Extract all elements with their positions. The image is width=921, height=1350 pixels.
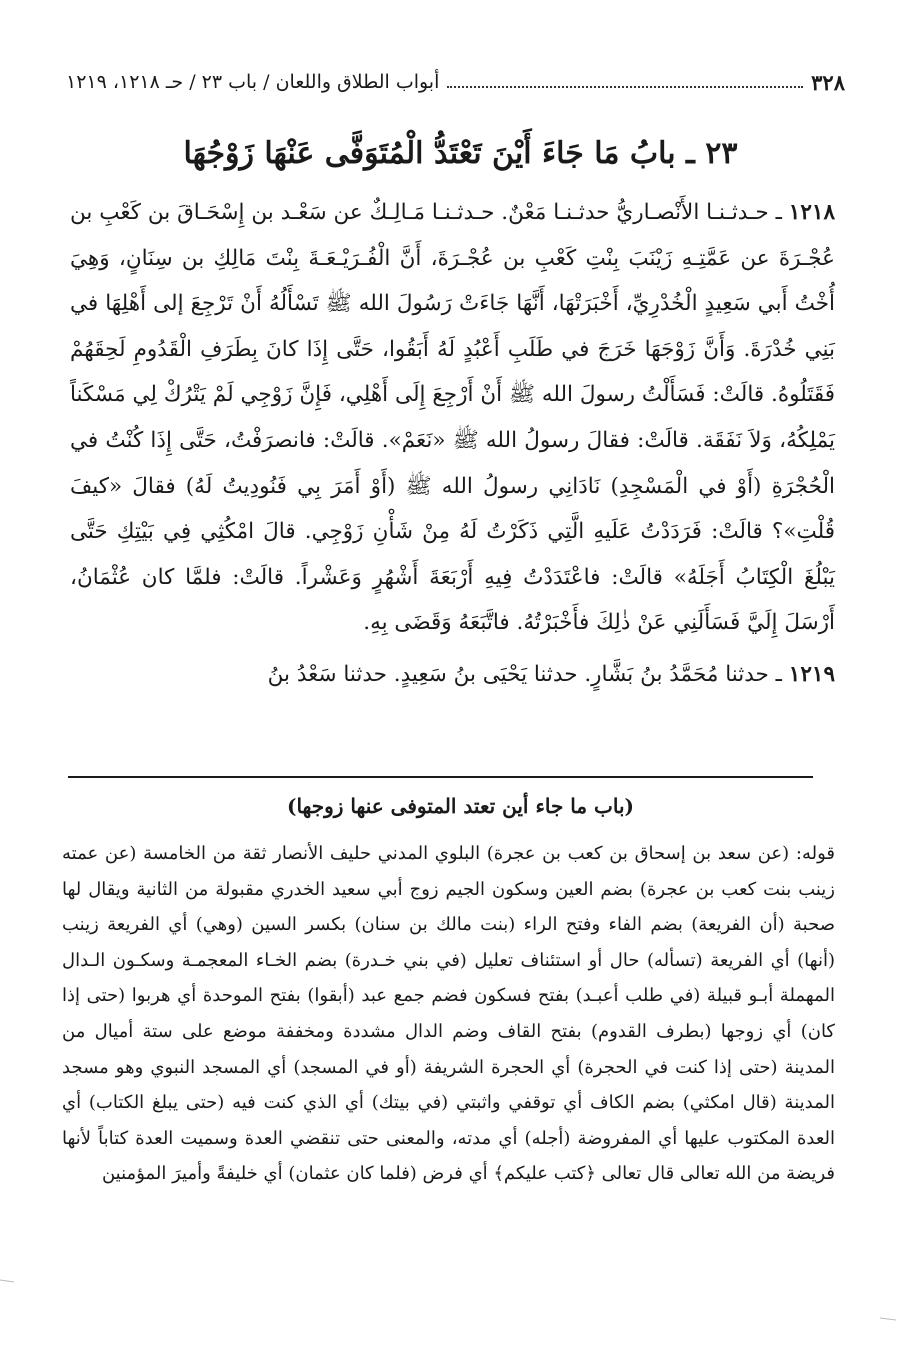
hadith-1219	[70, 652, 835, 698]
commentary-title: (باب ما جاء أين تعتد المتوفى عنها زوجها)	[286, 794, 634, 818]
hadith-number: ١٢١٩	[788, 661, 835, 687]
hadith-1218	[70, 190, 835, 646]
hadith-number: ١٢١٨	[788, 200, 835, 225]
hadith-body: ـ حدثنا مُحَمَّدُ بنُ بَشَّارٍ. حدثنا يَحْيَى بنُ سَعِيدٍ. حدثنا سَعْدُ بنُ	[267, 661, 782, 687]
hadith-body: ـ حـدثـنـا الأَنْصـاريُّ حدثـنـا مَعْنٌ. حـدثـنـا مَـالِـكٌ عن سَعْـد بن إِسْحَـاقَ بن كَعْبِ بن عُجْـرَةَ عن عَمَّتِـهِ زَيْنَبَ بِنْتِ كَعْبِ بن عُجْـرَةَ، أَنَّ الْفُـرَيْـعَـةَ بِنْتَ مَالِكِ بن سِنَانٍ، وَهِيَ أُخْتُ أَبي سَعِيدٍ الْخُدْرِيِّ، أَخْبَرَتْهَا، أَنَّهَا جَاءَتْ رَسُولَ الله ﷺ تَسْأَلُهُ أَنْ تَرْجِعَ إلى أَهْلِهَا في بَنِي خُدْرَةَ. وَأَنَّ زَوْجَهَا خَرَجَ في طَلَبِ أَعْبُدٍ لَهُ أَبَقُوا، حَتَّى إِذَا كانَ بِطَرَفِ الْقَدُومِ لَحِقَهُمْ فَقَتَلُوهُ. قالَتْ: فَسَأَلْتُ رسولَ الله ﷺ أَنْ أَرْجِعَ إِلَى أَهْلِي، فَإِنَّ زَوْجِي لَمْ يَتْرُكْ لِي مَسْكَناً يَمْلِكُهُ، وَلاَ نَفَقَة. قالَتْ: فقالَ رسولُ الله ﷺ «نَعَمْ». قالَتْ: فانصرَفْتُ، حَتَّى إِذَا كُنْتُ في الْحُجْرَةِ (أَوْ في الْمَسْجِدِ) نَادَانِي رسولُ الله ﷺ (أَوْ أَمَرَ بِي فَنُودِيتُ لَهُ) فقالَ «كيفَ قُلْتِ»؟ قالَتْ: فَرَدَدْتُ عَلَيهِ الَّتِي ذَكَرْتُ لَهُ مِنْ شَأْنِ زَوْجِي. قالَ امْكُثِي فِي بَيْتِكِ حَتَّى يَبْلُغَ الْكِتَابُ أَجَلَهُ» قالَتْ: فاعْتَدَدْتُ فِيهِ أَرْبَعَةَ أَشْهُرٍ وَعَشْراً. قالَتْ: فلمَّا كان عُثْمَانُ، أَرْسَلَ إِلَيَّ فَسَأَلَنِي عَنْ ذٰلِكَ فأَخْبَرْتُهُ. فاتَّبَعَهُ وَقَضَى بِهِ.	[70, 200, 835, 636]
scan-speck	[0, 1280, 14, 1282]
header-dotted-leader	[447, 86, 803, 88]
commentary-text: قوله: (عن سعد بن إسحاق بن كعب بن عجرة) البلوي المدني حليف الأنصار ثقة من الخامسة (عن عمته زينب بنت كعب بن عجرة) بضم العين وسكون الجيم زوج أبي سعيد الخدري مقبولة من الثانية ويقال لها صحبة (أن الفريعة) بضم الفاء وفتح الراء (بنت مالك بن سنان) بكسر السين (وهي) أي الفريعة زينب (أنها) أي الفريعة (تسأله) حال أو استئناف تعليل (في بني خـدرة) بضم الخـاء المعجمـة وسكـون الـدال المهملة أبـو قبيلة (في طلب أعبـد) بفتح فسكون فضم جمع عبد (أبقوا) بفتح الموحدة أي هربوا (حتى إذا كان) أي زوجها (بطرف القدوم) بفتح القاف وضم الدال مشددة ومخففة موضع على ستة أميال من المدينة (حتى إذا كنت في الحجرة) أي الحجرة الشريفة (أو في المسجد) أي المسجد النبوي وهو مسجد المدينة (قال امكثي) بضم الكاف أي توقفي واثبتي (في بيتك) أي الذي كنت فيه (حتى يبلغ الكتاب) أي العدة المكتوب عليها أي المفروضة (أجله) أي مدته، والمعنى حتى تنقضي العدة وسميت العدة كتاباً لأنها فريضة من الله تعالى قال تعالى ﴿كتب عليكم﴾ أي فرض (فلما كان عثمان) أي خليفةً وأميرَ المؤمنين	[62, 843, 835, 1185]
hadith-text-block	[70, 190, 835, 698]
chapter-title: ٢٣ ـ بابُ مَا جَاءَ أَيْنَ تَعْتَدُّ الْمُتَوَفَّى عَنْهَا زَوْجُهَا	[183, 136, 738, 171]
footnote-divider	[68, 776, 813, 778]
page-header	[66, 62, 845, 102]
running-title: أبواب الطلاق واللعان / باب ٢٣ / حـ ١٢١٨، ١٢١٩	[66, 71, 440, 93]
scan-speck	[880, 1318, 896, 1320]
page-number: ٣٢٨	[811, 69, 845, 95]
commentary-block	[62, 836, 835, 1192]
